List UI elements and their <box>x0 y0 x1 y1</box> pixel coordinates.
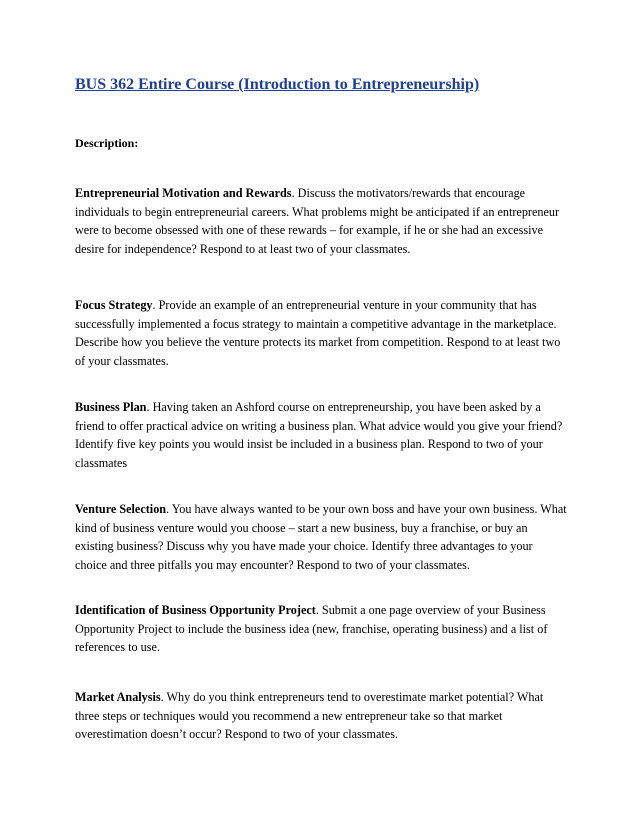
section-venture-selection <box>75 500 567 574</box>
section-body: . You have always wanted to be your own boss and have your own business. What kind of business venture would you choose – start a new business, buy a franchise, or buy an existing business? Discuss why you have made your choice. Identify three advantages to your choice and three pitfalls you may encounter? Respond to two of your classmates. <box>75 502 567 572</box>
section-market-analysis <box>75 688 567 744</box>
section-body: . Discuss the motivators/rewards that encourage individuals to begin entrepreneurial careers. What problems might be anticipated if an entrepreneur were to become obsessed with one of these rewards – for example, if he or she had an excessive desire for independence? Respond to at least two of your classmates. <box>75 186 560 256</box>
section-body: . Having taken an Ashford course on entrepreneurship, you have been asked by a friend to offer practical advice on writing a business plan. What advice would you give your friend? Identify five key points you would insist be included in a business plan. Respond to two of your classmates <box>75 400 563 470</box>
section-body: . Provide an example of an entrepreneurial venture in your community that has successfully implemented a focus strategy to maintain a competitive advantage in the marketplace. Describe how you believe the venture protects its market from competition. Respond to at least two of your classmates. <box>75 298 561 368</box>
section-business-opportunity-project <box>75 601 567 657</box>
section-heading: Entrepreneurial Motivation and Rewards <box>75 186 292 200</box>
section-body: . Why do you think entrepreneurs tend to overestimate market potential? What three steps or techniques would you recommend a new entrepreneur take so that market overestimation doesn’t occur? Respond to two of your classmates. <box>75 690 544 741</box>
section-heading: Business Plan <box>75 400 147 414</box>
section-business-plan <box>75 398 567 472</box>
description-label: Description: <box>75 136 139 150</box>
section-body: . Submit a one page overview of your Business Opportunity Project to include the business idea (new, franchise, operating business) and a list of references to use. <box>75 603 548 654</box>
section-heading: Market Analysis <box>75 690 161 704</box>
section-heading: Identification of Business Opportunity Project <box>75 603 316 617</box>
section-heading: Focus Strategy <box>75 298 153 312</box>
page-title: BUS 362 Entire Course (Introduction to Entrepreneurship) <box>75 76 480 93</box>
section-heading: Venture Selection <box>75 502 167 516</box>
section-entrepreneurial-motivation <box>75 184 567 258</box>
section-focus-strategy <box>75 296 567 370</box>
